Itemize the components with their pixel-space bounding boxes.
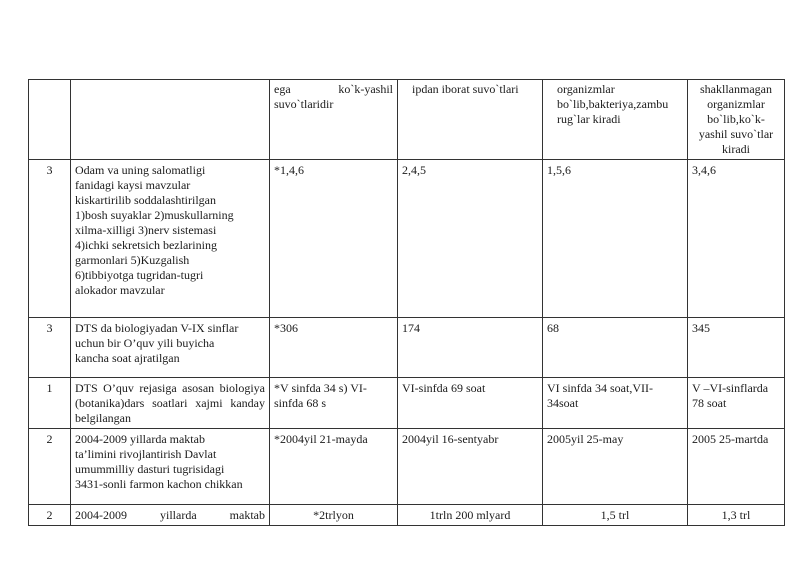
question-cell: 2004-2009 yillarda maktab ta’limini rivojlantirish Davlat umummilliy dasturi tugrisidagi 3431-sonli farmon kachon chikkan	[71, 429, 270, 505]
answer-b-cell: VI-sinfda 69 soat	[398, 378, 543, 429]
table-row	[29, 429, 785, 505]
answer-d-cell: V –VI-sinflarda 78 soat	[688, 378, 785, 429]
question-cell: DTS O’quv rejasiga asosan biologiya (botanika)dars soatlari xajmi kanday belgilangan	[71, 378, 270, 429]
table-row	[29, 80, 785, 160]
row-number: 3	[29, 318, 71, 378]
answer-c-cell: 68	[543, 318, 688, 378]
answer-a-cell: *2trlyon	[270, 505, 398, 526]
answer-b-cell: 2004yil 16-sentyabr	[398, 429, 543, 505]
answer-a-cell: *2004yil 21-mayda	[270, 429, 398, 505]
row-number: 3	[29, 160, 71, 318]
table-row	[29, 160, 785, 318]
answer-a-cell: *V sinfda 34 s) VI-sinfda 68 s	[270, 378, 398, 429]
answer-d-cell: 345	[688, 318, 785, 378]
answer-d-cell: 3,4,6	[688, 160, 785, 318]
answer-c-cell: 1,5,6	[543, 160, 688, 318]
question-cell: DTS da biologiyadan V-IX sinflar uchun bir O’quv yili buyicha kancha soat ajratilgan	[71, 318, 270, 378]
answer-a-cell: *1,4,6	[270, 160, 398, 318]
row-number: 1	[29, 378, 71, 429]
answer-d-cell: 2005 25-martda	[688, 429, 785, 505]
row-number	[29, 80, 71, 160]
table-row	[29, 505, 785, 526]
answer-c-cell: VI sinfda 34 soat,VII-34soat	[543, 378, 688, 429]
question-cell: 2004-2009 yillarda maktab	[71, 505, 270, 526]
question-cell	[71, 80, 270, 160]
answer-a-cell: *306	[270, 318, 398, 378]
quiz-table	[28, 79, 785, 526]
table-row	[29, 378, 785, 429]
answer-c-cell: 1,5 trl	[543, 505, 688, 526]
answer-d-cell: shakllanmagan organizmlar bo`lib,ko`k- yashil suvo`tlar kiradi	[688, 80, 785, 160]
answer-c-cell: organizmlar bo`lib,bakteriya,zambu rug`lar kiradi	[543, 80, 688, 160]
answer-b-cell: 2,4,5	[398, 160, 543, 318]
answer-b-cell: ipdan iborat suvo`tlari	[398, 80, 543, 160]
answer-a-cell: ega ko`k-yashil suvo`tlaridir	[270, 80, 398, 160]
question-cell: Odam va uning salomatligi fanidagi kaysi mavzular kiskartirilib soddalashtirilgan 1)bosh suyaklar 2)muskullarning xilma-xilligi 3)nerv sistemasi 4)ichki sekretsich bezlarining garmonlari 5)Kuzgalish 6)tibbiyotga tugridan-tugri alokador mavzular	[71, 160, 270, 318]
row-number: 2	[29, 429, 71, 505]
answer-b-cell: 174	[398, 318, 543, 378]
answer-b-cell: 1trln 200 mlyard	[398, 505, 543, 526]
table-row	[29, 318, 785, 378]
answer-c-cell: 2005yil 25-may	[543, 429, 688, 505]
answer-d-cell: 1,3 trl	[688, 505, 785, 526]
row-number: 2	[29, 505, 71, 526]
